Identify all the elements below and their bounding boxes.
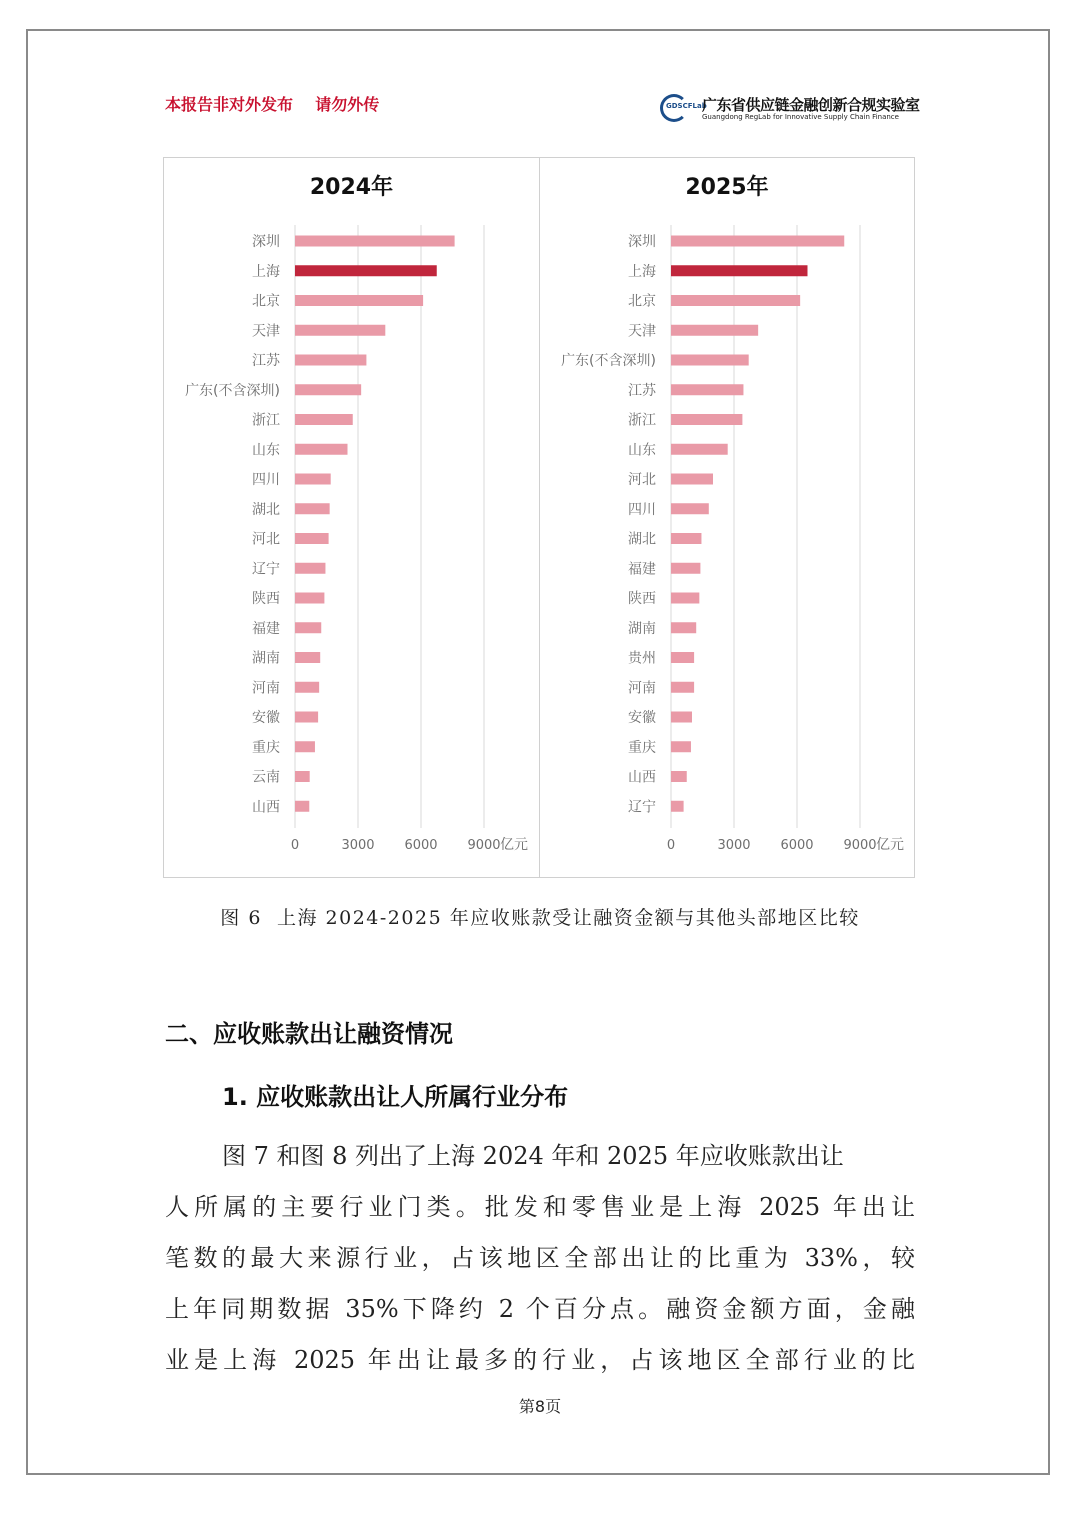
bar xyxy=(671,801,684,812)
bar xyxy=(295,414,353,425)
tick-label: 0 xyxy=(290,838,300,853)
bar xyxy=(671,325,758,336)
bar xyxy=(671,295,800,306)
tick-label: 9000 xyxy=(843,838,877,853)
category-label: 山东 xyxy=(252,442,280,459)
category-label: 浙江 xyxy=(252,412,280,429)
figure-caption: 图 6 上海 2024-2025 年应收账款受让融资金额与其他头部地区比较 xyxy=(220,907,860,929)
paragraph-line: 图 7 和图 8 列出了上海 2024 年和 2025 年应收账款出让 xyxy=(222,1142,844,1170)
unit-label: 亿元 xyxy=(500,837,528,853)
category-label: 辽宁 xyxy=(252,561,280,578)
category-label: 湖北 xyxy=(252,501,280,518)
category-label: 浙江 xyxy=(628,412,656,429)
category-label: 四川 xyxy=(252,472,280,488)
bar xyxy=(295,474,331,485)
bar xyxy=(295,503,330,514)
category-label: 上海 xyxy=(252,263,280,280)
chart-title: 2025年 xyxy=(685,175,769,200)
tick-label: 3000 xyxy=(341,838,375,853)
bar xyxy=(295,533,329,544)
chart-title: 2024年 xyxy=(309,175,394,200)
category-label: 四川 xyxy=(628,501,656,518)
category-label: 山东 xyxy=(628,442,656,459)
category-label: 深圳 xyxy=(252,234,280,250)
category-label: 云南 xyxy=(252,769,280,786)
category-label: 北京 xyxy=(252,293,280,310)
bar-chart-2025 xyxy=(540,158,914,877)
category-label: 安徽 xyxy=(628,710,656,726)
bar xyxy=(671,563,700,574)
bar xyxy=(295,563,325,574)
bar xyxy=(295,771,310,782)
bar xyxy=(295,652,320,663)
category-label: 广东(不含深圳) xyxy=(561,353,656,369)
bar xyxy=(295,325,385,336)
category-label: 湖北 xyxy=(628,531,656,548)
bar xyxy=(671,593,699,604)
tick-label: 3000 xyxy=(717,838,751,853)
bar xyxy=(295,355,366,366)
paragraph-line: 上年同期数据 35%下降约 2 个百分点。融资金额方面，金融 xyxy=(165,1295,915,1323)
category-label: 重庆 xyxy=(628,739,656,756)
category-label: 陕西 xyxy=(252,591,280,607)
category-label: 安徽 xyxy=(252,710,280,726)
bar xyxy=(671,414,742,425)
chart-panel-2025 xyxy=(540,158,914,877)
bar xyxy=(671,384,743,395)
bar xyxy=(671,236,844,247)
figure-box xyxy=(163,157,915,878)
tick-label: 6000 xyxy=(404,838,438,853)
bar xyxy=(671,741,691,752)
logo-abbreviation: GDSCFLab xyxy=(666,102,707,110)
bar-highlight xyxy=(671,265,808,276)
unit-label: 亿元 xyxy=(876,837,904,853)
category-label: 贵州 xyxy=(628,650,656,667)
category-label: 江苏 xyxy=(252,353,280,369)
category-label: 河南 xyxy=(628,680,656,697)
bar xyxy=(295,682,319,693)
category-label: 山西 xyxy=(252,799,280,816)
bar xyxy=(671,622,696,633)
bar xyxy=(295,622,321,633)
category-label: 河北 xyxy=(252,531,280,548)
category-label: 天津 xyxy=(628,323,656,340)
category-label: 福建 xyxy=(628,561,656,578)
category-label: 湖南 xyxy=(628,620,656,637)
tick-label: 0 xyxy=(666,838,676,853)
chart-panel-2024 xyxy=(164,158,540,877)
page-number: 第8页 xyxy=(518,1397,562,1416)
bar xyxy=(671,682,694,693)
paragraph-line: 人所属的主要行业门类。批发和零售业是上海 2025 年出让 xyxy=(165,1193,915,1221)
bar xyxy=(671,355,749,366)
category-label: 湖南 xyxy=(252,650,280,667)
tick-label: 9000 xyxy=(467,838,501,853)
category-label: 陕西 xyxy=(628,591,656,607)
section-heading: 二、应收账款出让融资情况 xyxy=(165,1020,453,1048)
paragraph-line: 业是上海 2025 年出让最多的行业，占该地区全部行业的比 xyxy=(165,1346,915,1374)
confidential-notice: 本报告非对外发布 请勿外传 xyxy=(165,95,380,114)
bar xyxy=(671,474,713,485)
category-label: 重庆 xyxy=(252,739,280,756)
bar xyxy=(295,801,309,812)
bar xyxy=(671,771,687,782)
paragraph-line: 笔数的最大来源行业，占该地区全部出让的比重为 33%，较 xyxy=(165,1244,915,1272)
bar xyxy=(295,444,348,455)
category-label: 山西 xyxy=(628,769,656,786)
bar xyxy=(295,236,455,247)
bar xyxy=(671,712,692,723)
org-logo xyxy=(660,92,920,126)
bar xyxy=(671,503,709,514)
bar xyxy=(295,712,318,723)
category-label: 广东(不含深圳) xyxy=(185,382,280,399)
category-label: 深圳 xyxy=(628,234,656,250)
tick-label: 6000 xyxy=(780,838,814,853)
bar xyxy=(295,384,361,395)
category-label: 河南 xyxy=(252,680,280,697)
subsection-heading: 1. 应收账款出让人所属行业分布 xyxy=(222,1083,569,1111)
category-label: 河北 xyxy=(628,472,656,488)
org-name-chinese: 广东省供应链金融创新合规实验室 xyxy=(702,96,920,114)
bar xyxy=(295,295,423,306)
category-label: 辽宁 xyxy=(628,799,656,816)
category-label: 天津 xyxy=(252,323,280,340)
bar xyxy=(295,593,324,604)
org-name-english: Guangdong RegLab for Innovative Supply Chain Finance xyxy=(702,113,899,121)
category-label: 上海 xyxy=(628,263,656,280)
category-label: 福建 xyxy=(252,620,280,637)
category-label: 北京 xyxy=(628,293,656,310)
bar xyxy=(671,444,728,455)
bar-chart-2024 xyxy=(164,158,539,877)
bar xyxy=(295,741,315,752)
bar xyxy=(671,652,694,663)
bar xyxy=(671,533,701,544)
bar-highlight xyxy=(295,265,437,276)
category-label: 江苏 xyxy=(628,382,656,399)
